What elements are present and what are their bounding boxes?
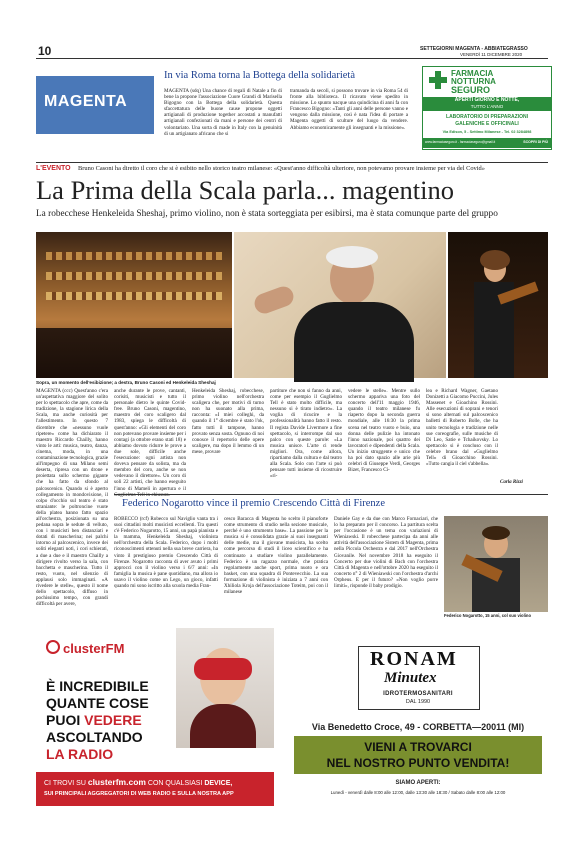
pharmacy-address: Via Edison, 5 - Settimo Milanese - Tel. 02 3284898 bbox=[442, 130, 532, 134]
clusterfm-logo-icon bbox=[46, 640, 60, 654]
pharmacy-line3: SEGURO bbox=[451, 85, 491, 95]
issue-date: VENERDÌ 11 DICEMBRE 2020 bbox=[460, 52, 523, 57]
clusterfm-ad[interactable] bbox=[36, 628, 274, 806]
second-headline: Federico Nogarotto vince il premio Crescendo Città di Firenze bbox=[122, 498, 386, 509]
top-article-col1: MAGENTA (sdq) Una chance di regali di Natale a fin di bene la propone l'associazione Cuore Grandi di Marisella Bigogno con la Bottega della solidarietà. Questa sfaccettatura delle buone cause propone oggetti artigianali di produzione together accostati a manufatti artigianali confezionati da mani e persone dei centri di volontariato. Una sorta di made in Italy con la genuinità di un artigianato africano che si bbox=[164, 88, 282, 137]
ronam-ad[interactable] bbox=[288, 628, 548, 806]
photo-henkeleida-sheshaj bbox=[448, 232, 548, 378]
photo-bruno-casoni bbox=[234, 232, 446, 378]
pharmacy-lab1: LABORATORIO DI PREPARAZIONI bbox=[446, 114, 528, 120]
main-col2: anche durante le prove, cantanti, corisiti, musicisti e tutto il personale dietro le quinte Covid-free. Bruno Casoni, magentino, maestro del coro scaligero dal 1983, spiega le difficoltà di quest'anno: «Gli elementi del coro non potevano provare insieme per i contagi (a ottobre erano stati 18) e abbiamo dovuto ridurre le prove a due sole, difficile anche l'esecuzione: ogni artista non doveva pensare da solista, ma da membro del coro, anche se non vedevano il direttore». Un coro di soli 22 artisti, che hanno eseguito l'inno di Mameli in apertura e il Guglielmo Tell in chiusura. bbox=[114, 388, 186, 498]
pharmacy-line1: FARMACIA bbox=[451, 69, 494, 78]
main-headline: La Prima della Scala parla... magentino bbox=[36, 175, 454, 205]
clusterfm-line4: ASCOLTANDO bbox=[46, 729, 143, 745]
page-number: 10 bbox=[38, 44, 52, 58]
pharmacy-ad[interactable] bbox=[422, 66, 552, 150]
ronam-type: IDROTERMOSANITARI bbox=[383, 691, 453, 697]
clusterfm-logo: clusterFM bbox=[46, 640, 124, 656]
kicker-label: L'EVENTO bbox=[36, 165, 71, 172]
main-signature: Carla Rizzi bbox=[500, 480, 523, 485]
second-col1: ROBECCO (rcf) Robecco sul Naviglio vanta tra i suoi cittadini molti musicisti eccellenti. Tra questi c'è Federico Nogarotto, 15 anni, un papà pianista e la mamma, Henkeleida Sheshaj, violinista nell'orchestra della Scala. Federico, dopo i molti riconoscimenti ottenuti nella sua breve carriera, ha vinto il prestigioso premio Crescendo Città di Firenze. Nogarotto racconta di aver avuto i primi approcci con il violino verso i 6/7 anni: «In famiglia la musica è pane quotidiano, ma allora io usavo il violino come un Lego, un gioco, infatti quando mi sono iscritto alla scuola media Fran- bbox=[114, 516, 218, 590]
masthead: SETTEGIORNI MAGENTA - ABBIATEGRASSO bbox=[420, 46, 528, 52]
ronam-brand: RONAM bbox=[370, 648, 458, 670]
pharmacy-banner bbox=[423, 97, 551, 111]
clusterfm-line5: LA RADIO bbox=[46, 746, 114, 762]
ronam-hours: Lunedì - venerdì dalle 8:00 alle 12:00, dalle 13:30 alle 18:30 / Sabato dalle 8:00 alle 12:00 bbox=[330, 790, 506, 795]
main-col3: Henkeleida Sheshaj, robecchese, primo violino nell'orchestra scaligera che, per motivi di turno non ha suonato alla prima, racconta: «I miei colleghi, da quando il 1° dicembre è stato l'ok, fatto tutti il tampone, hanno provato senza sosta. Ognuno di noi conosce il repertorio delle opere scaligere, ma dopo il lemmo di un mese, provare bbox=[192, 388, 264, 455]
main-subhead: La robecchese Henkeleida Sheshaj, primo violino, non è stata sorteggiata per esibirsi, ma è stata comunque parte del gruppo bbox=[36, 209, 498, 219]
pharmacy-banner1: APERTI GIORNO E NOTTE, bbox=[454, 97, 520, 103]
second-col3: Daniele Gay e da due con Marco Fornaciari, che lo ha preparato per il concorso. La partitura scelta per l'occasione è un tema con variazioni di Wieniawski. Il robecchese partecipa da anni alle attività dell'associazione Sistem di Magenta, prima nella Piccola Orchestra e dal 2017 nell'Orchestra Giovanile. Nel novembre 2018 ha eseguito il Concerto per due violini di Bach con l'orchestra Città di Magenta e nell'ottobre 2020 ha eseguito il concerto n° 2 di Wieniawski con l'orchestra d'archi Orpheus. E per il futuro? «Non voglio porre limiti», risponde il baby prodigio. bbox=[334, 516, 438, 590]
section-label-text: MAGENTA bbox=[44, 93, 128, 110]
ronam-since: DAL 1990 bbox=[405, 699, 431, 705]
second-col2: cesco Baracca di Magenta ho scelto il pianoforte come strumento di studio nella sezione musicale, perché è uno strumento base». La passione per la musica si è consolidata grazie ai suoi insegnanti delle medie, ma il giovane musicista, ha scelto come percorso di studi il liceo scientifico e ha continuato a studiare violino parallelamente. Federico è un ragazzo normale, che pratica regolarmente anche sport, prima nuoto e ora basket, con una squadra di Pontevecchio. La sua formazione di violinista è iniziata a 7 anni con Xhiliola Kroja dell'associazione Toteim, poi con il milanese bbox=[224, 516, 328, 596]
main-col5: vedere le stelle». Mentre sullo schermo appariva una foto del concerto dell'11 maggio 1946, quando il teatro milanese fu riaperto dopo la seconda guerra mondiale, alle 16:30 la prima scena nel teatro vuoto e buio, una donna delle pulizie ha intonato l'inno nazionale, poi quattro dei lavoratori e dipendenti della Scala. Un inizio struggente e unico che ha poi dato spazio alle arie più celebri di Giuseppe Verdi, Georges Bizet, Francesco Ci- bbox=[348, 388, 420, 474]
photo-federico-nogarotto bbox=[444, 516, 548, 612]
photo-caption-second: Federico Nogarotto, 15 anni, col suo violino bbox=[444, 613, 532, 618]
ronam-slogan2: NEL NOSTRO PUNTO VENDITA! bbox=[326, 756, 510, 770]
photo-caption-main: Sopra, un momento dell'esibizione; a destra, Bruno Casoni ed Henkeleida Sheshaj bbox=[36, 380, 216, 385]
top-article-title: In via Roma torna la Bottega della solidarietà bbox=[164, 70, 355, 81]
pharmacy-web[interactable]: www.farmaciaseguro.it - farmaciaseguro@gmail.it bbox=[425, 140, 496, 144]
pharmacy-banner2: TUTTO L'ANNO bbox=[470, 104, 504, 109]
clusterfm-model-photo bbox=[176, 628, 274, 748]
main-col4: partiture che non si fanno da anni, come per esempio il Guglielmo Tell è stato molto difficile, ma nessuno si è tirato indietro». La voglia di ricucire e la professionalità hanno fatto il resto. Il regista Davide Livermore a fine spettacolo, si interrompe dal suo palco con queste parole: «La musica unisce. L'arte ci rende migliori. Ora, come allora, ripartiamo dalla cultura e dal teatro alla Scala. Solo con l'arte si può pensare tutti insieme di ricostruire «ri- bbox=[270, 388, 342, 480]
ronam-slogan1: VIENI A TROVARCI bbox=[364, 740, 472, 754]
pharmacy-social[interactable]: SCOPRI DI PIÙ bbox=[523, 140, 548, 144]
top-article-col2: tramanda da secoli, si possono trovare in via Roma 54 di fronte alla biblioteca. Il ricavato viene spedito in missione. Lo spunto nacque una quindicina di anni fa con Francesco Bigogno: «Tanti gli anni delle persone vanno e vengono dalla missione, così è nata l'idea di portare a Magenta oggetti di sculture del luogo da vendere. Abbiamo economicamente gli insegnanti e la missione». bbox=[290, 88, 408, 131]
clusterfm-bar[interactable]: CI TROVI SU clusterfm.com CON QUALSIASI DEVICE, SUI PRINCIPALI AGGREGATORI DI WEB RADIO E SULLA NOSTRA APP bbox=[36, 772, 274, 806]
main-col1: MAGENTA (ccc) Quest'anno c'era un'aspettativa maggiore del solito per lo spettacolo che apre, come da tradizione, la stagione lirica della Scala, ma anche curiosità per l'allestimento. In questo 7 dicembre che «nessuno vuole ripetere» come ha dichiarato il maestro Riccardo Chailly, hanno vinto le arti: musica, teatro, danza, cinema, moda, in una contaminazione tecnologica, grazie all'impegno di una Milano semi deserta, ripresa con un drone e proiettata sullo schermo gigante che ha fatto da sfondo al palcoscenico. Quando si è aperto collegamento in mondovisione, il colpo d'occhio sul teatro è stato straniante: le poltroncine vuote della platea hanno fatto spazio all'orchestra, posizionata su una pedana sopra le sedute di velluto, con i musicisti ben distanziati e dotati di mascherina; nei palchi intorno al palcoscenico, invece dei soliti eleganti noti, i cori schierati, a due a due e il maestro Chailly a dirigere rivolto verso la sala, con bacchetta e mascherina. Tutto il resto, vuoto, nel silenzio di applausi solo immaginati. «A rivedere le stelle», questo il nome dello spettacolo, diffuso in pochissimo tempo, con grandi difficoltà per avere, bbox=[36, 388, 108, 608]
main-col6: lea e Richard Wagner, Gaetano Donizetti a Giacomo Puccini, Jules Massenet e Gioachino Rossini. Alle esecuzioni di soprani e tenori si sono alternati sul palcoscenico balletti di Roberto Bolle, che ha unito tecnologia e tradizione nelle sue coreografie, sulle musiche di Di Leo, Satie e Tchaikovsky. Lo spettacolo si è concluso con il celebre brano dal «Guglielmo Tell» di Gioacchino Rossini. «Tutto cangia il ciel s'abbella». bbox=[426, 388, 498, 468]
clusterfm-line3: PUOI VEDERE bbox=[46, 712, 142, 728]
pharmacy-lab2: GALENICHE E OFFICINALI bbox=[455, 121, 519, 127]
ronam-address: Via Benedetto Croce, 49 - CORBETTA—20011 (MI) bbox=[311, 722, 525, 732]
photo-scala-theater bbox=[36, 232, 232, 378]
ronam-hours-title: SIAMO APERTI: bbox=[395, 780, 441, 786]
pharmacy-footer bbox=[423, 138, 551, 148]
pharmacy-line2: NOTTURNA bbox=[451, 77, 496, 86]
clusterfm-line1: È INCREDIBILE bbox=[46, 678, 149, 694]
clusterfm-line2: QUANTE COSE bbox=[46, 695, 149, 711]
kicker-text: Bruno Casoni ha diretto il coro che si è esibito nello storico teatro milanese: «Quest'anno difficoltà ulteriore, non potevamo provare insieme per via del Covid» bbox=[78, 165, 485, 172]
pharmacy-cross-icon bbox=[429, 71, 447, 89]
ronam-sub: Minutex bbox=[384, 670, 437, 686]
